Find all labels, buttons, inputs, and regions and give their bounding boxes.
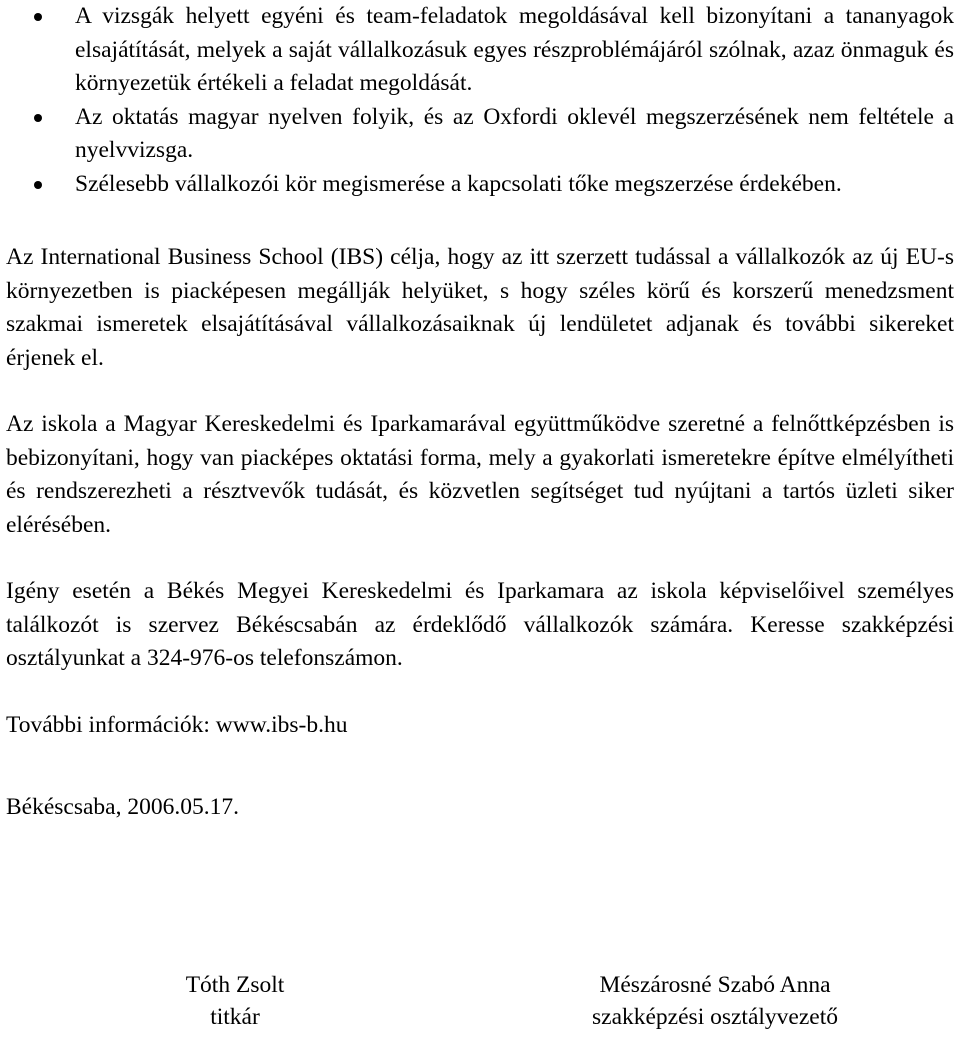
document-page [6, 0, 954, 825]
paragraph-ibs-goal: Az International Business School (IBS) célja, hogy az itt szerzett tudással a vállalkozók az új EU-s környezetben is piacképesen megállják helyüket, s hogy széles körű és korszerű menedzsment szakmai ismeretek elsajátításával vállalkozásaiknak új lendületet adjanak és további sikereket érjenek el. [6, 244, 954, 371]
bullet-text: Az oktatás magyar nyelven folyik, és az Oxfordi oklevél megszerzésének nem feltétele a nyelvvizsga. [75, 103, 954, 163]
signature-block-left [140, 969, 330, 1033]
bullet-item [6, 168, 954, 202]
signature-block-right [545, 969, 885, 1033]
bullet-item [6, 0, 954, 101]
signatory-name: Mészárosné Szabó Anna [599, 972, 831, 998]
bullet-list [6, 0, 954, 201]
bullet-icon [34, 181, 42, 189]
paragraph-school-cooperation: Az iskola a Magyar Kereskedelmi és Iparkamarával együttműködve szeretné a felnőttképzésben is bebizonyítani, hogy van piacképes oktatási forma, mely a gyakorlati ismeretekre építve elmélyítheti és rendszerezheti a résztvevők tudását, és közvetlen segítséget tud nyújtani a tartós üzleti siker elérésében. [6, 411, 954, 538]
bullet-item [6, 101, 954, 168]
signatory-title: szakképzési osztályvezető [592, 1004, 838, 1030]
paragraph-meeting-contact: Igény esetén a Békés Megyei Kereskedelmi és Iparkamara az iskola képviselőivel személyes találkozót is szervez Békéscsabán az érdeklődő vállalkozók számára. Keresse szakképzési osztályunkat a 324-976-os telefonszámon. [6, 578, 954, 671]
place-date-line: Békéscsaba, 2006.05.17. [6, 794, 239, 820]
bullet-icon [34, 114, 42, 122]
signatory-title: titkár [210, 1004, 260, 1030]
signatory-name: Tóth Zsolt [185, 972, 285, 998]
bullet-text: Szélesebb vállalkozói kör megismerése a kapcsolati tőke megszerzése érdekében. [75, 170, 842, 197]
bullet-text: A vizsgák helyett egyéni és team-feladatok megoldásával kell bizonyítani a tananyagok elsajátítását, melyek a saját vállalkozásuk egyes részproblémájáról szólnak, azaz önmaguk és környezetük értékeli a feladat megoldását. [75, 3, 954, 96]
bullet-icon [34, 13, 42, 21]
more-info-line: További információk: www.ibs-b.hu [6, 711, 348, 738]
